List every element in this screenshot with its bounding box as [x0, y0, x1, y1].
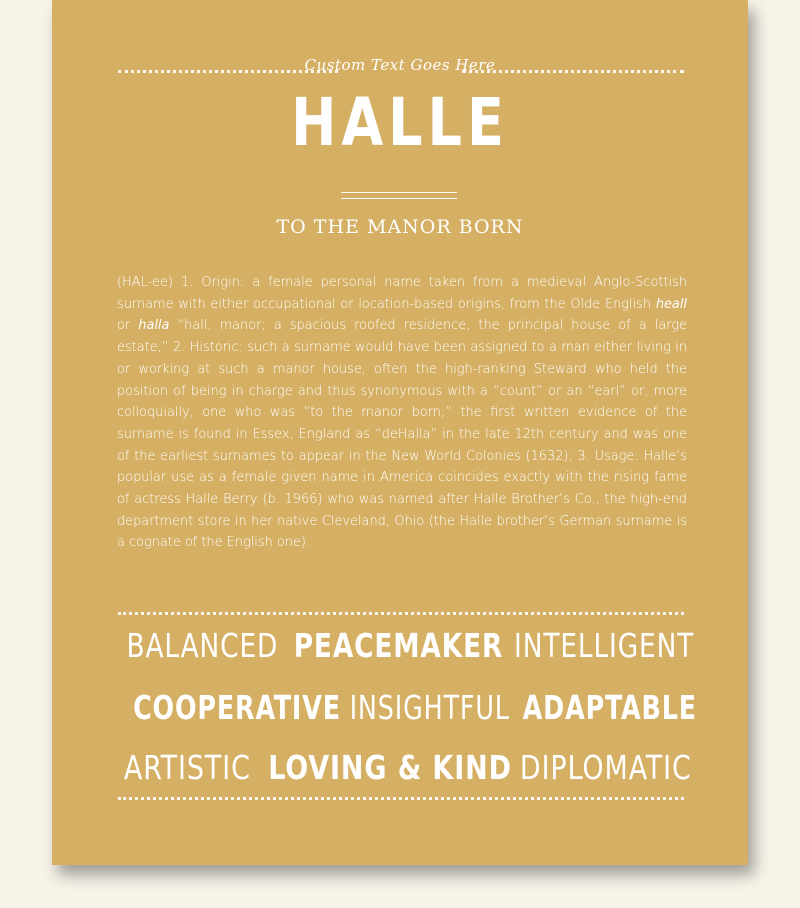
trait-row-1	[118, 626, 694, 666]
name-definition	[117, 272, 687, 554]
definition-text-3: “hall, manor; a spacious roofed residence, the principal house of a large estate;” 2. Historic: such a surname would have been assigned to a man either living in or working at such a manor house, often the high-ranking Steward who held the position of being in charge and thus synonymous with a “count” or an “earl” or, more colloquially, one who was “to the manor born;” the first written evidence of the surname is found in Essex, England as “deHalla” in the late 12th century and was one of the earliest surnames to appear in the New World Colonies (1632); 3. Usage: Halle’s popular use as a female given name in America coincides exactly with the rising fame of actress Halle Berry (b. 1966) who was named after Halle Brother’s Co., the high-end department store in her native Cleveland, Ohio (the Halle brother’s German surname is a cognate of the English one).	[117, 318, 687, 551]
dotted-divider-middle	[118, 612, 684, 615]
definition-text-1: (HAL-ee) 1. Origin: a female personal name taken from a medieval Anglo-Scottish surname with either occupational or location-based origins, from the Olde English	[117, 275, 687, 312]
trait-adaptable: ADAPTABLE	[522, 688, 697, 727]
name-poster	[52, 0, 748, 865]
trait-loving-and-kind: LOVING & KIND	[268, 748, 513, 787]
trait-diplomatic: DIPLOMATIC	[520, 748, 693, 787]
dotted-divider-bottom	[118, 797, 684, 800]
poster-name-title: HALLE	[291, 84, 509, 161]
custom-text: Custom Text Goes Here	[304, 56, 496, 74]
definition-term-halla: halla	[138, 318, 170, 334]
definition-term-heall: heall	[655, 296, 687, 312]
trait-row-3	[118, 748, 693, 788]
trait-balanced: BALANCED	[126, 626, 279, 665]
title-underline-top	[341, 192, 457, 193]
definition-text-2: or	[117, 318, 139, 334]
title-underline-bottom	[341, 198, 457, 199]
poster-subtitle: TO THE MANOR BORN	[276, 216, 524, 238]
trait-peacemaker: PEACEMAKER	[293, 626, 504, 665]
trait-artistic: ARTISTIC	[123, 748, 251, 787]
trait-insightful: INSIGHTFUL	[349, 688, 510, 727]
trait-row-2	[118, 688, 697, 728]
trait-cooperative: COOPERATIVE	[133, 688, 341, 727]
trait-intelligent: INTELLIGENT	[513, 626, 694, 665]
